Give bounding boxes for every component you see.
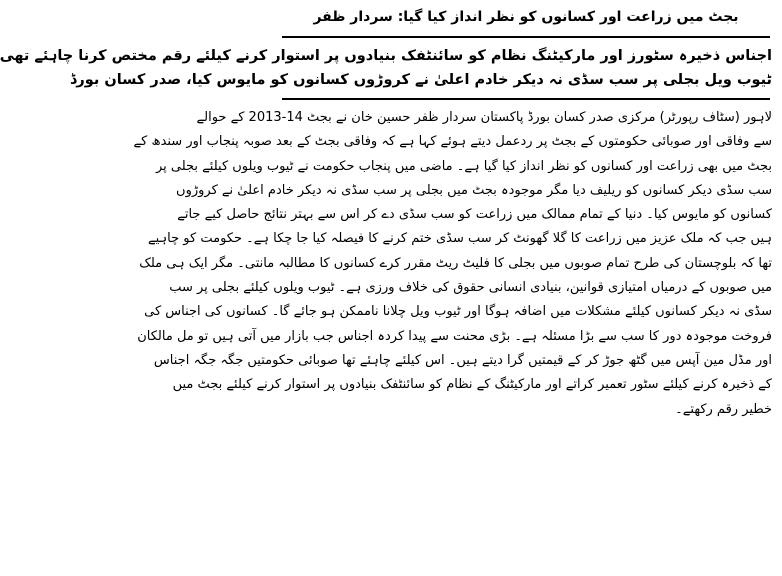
body-line: بجٹ میں بھی زراعت اور کسانوں کو نظر انداز کیا گیا ہے۔ ماضی میں پنجاب حکومت نے ٹیوب ویلوں کیلئے بجلی پر [155,158,772,174]
body-line: تھا کہ بلوچستان کی طرح تمام صوبوں میں بجلی کا فلیٹ ریٹ مقرر کرے کسانوں کا مطالبہ مانتی۔ مگر ایک ہی ملک [139,255,772,271]
body-line: سے وفاقی اور صوبائی حکومتوں کے بجٹ پر ردعمل دیتے ہوئے کہا ہے کہ وفاقی بجٹ کے بعد صوبہ پنجاب اور سندھ کے [133,134,772,150]
body-line: لاہور (سٹاف رپورٹر) مرکزی صدر کسان بورڈ پاکستان سردار ظفر حسین خان نے بجٹ 14-2013 کے حوالے [196,110,772,125]
divider-top [282,36,770,38]
divider-bottom [282,98,770,100]
body-line: اور مڈل مین آپس میں گٹھ جوڑ کر کے قیمتیں گرا دیتے ہیں۔ اس کیلئے چاہئے تھا صوبائی حکومتیں جگہ جگہ اجناس [153,352,772,368]
body-line: سڈی نہ دیکر کسانوں کیلئے مشکلات میں اضافہ ہوگا اور ٹیوب ویل چلانا ناممکن ہو جائے گا۔ کسانوں کی اجناس کی [144,304,772,320]
body-line: ہیں جب کہ ملک عزیز میں زراعت کا گلا گھونٹ کر سب سڈی ختم کرنے کا فیصلہ کیا جا چکا ہے۔ حکومت کو چاہیے [148,231,772,247]
body-line: سب سڈی دیکر کسانوں کو ریلیف دیا مگر موجودہ بجٹ میں بجلی پر سب سڈی نہ دیکر خادم اعلیٰ نے کروڑوں [176,182,772,198]
body-line: کے ذخیرہ کرنے کیلئے سٹور تعمیر کراتے اور مارکیٹنگ کے نظام کو سائنٹفک بنیادوں پر استوار کرنے کیلئے بجٹ میں [172,377,772,393]
body-line: کسانوں کو مایوس کیا۔ دنیا کے تمام ممالک میں زراعت کو سب سڈی دے کر اس سے بہتر نتائج حاصل کیے جاتے [177,207,772,223]
body-line: خطیر رقم رکھتے۔ [675,401,772,417]
deck-line-2: ٹیوب ویل بجلی پر سب سڈی نہ دیکر خادم اعلیٰ نے کروڑوں کسانوں کو مایوس کیا، صدر کسان بورڈ [69,72,772,88]
headline: بجٹ میں زراعت اور کسانوں کو نظر انداز کیا گیا: سردار ظفر [313,9,739,25]
deck [0,44,772,92]
body-line: فروخت موجودہ دور کا سب سے بڑا مسئلہ ہے۔ بڑی محنت سے پیدا کردہ اجناس جب بازار میں آتی ہیں تو مل مالکان [137,328,772,344]
deck-line-1: اجناس ذخیرہ سٹورز اور مارکیٹنگ نظام کو سائنٹفک بنیادوں پر استوار کرنے کیلئے رقم مختص کرنا چاہئے تھی [0,48,772,64]
article-body [133,106,772,422]
body-line: میں صوبوں کے درمیاں امتیازی قوانین، بنیادی انسانی حقوق کی خلاف ورزی ہے۔ ٹیوب ویلوں کیلئے بجلی پر سب [169,280,772,296]
